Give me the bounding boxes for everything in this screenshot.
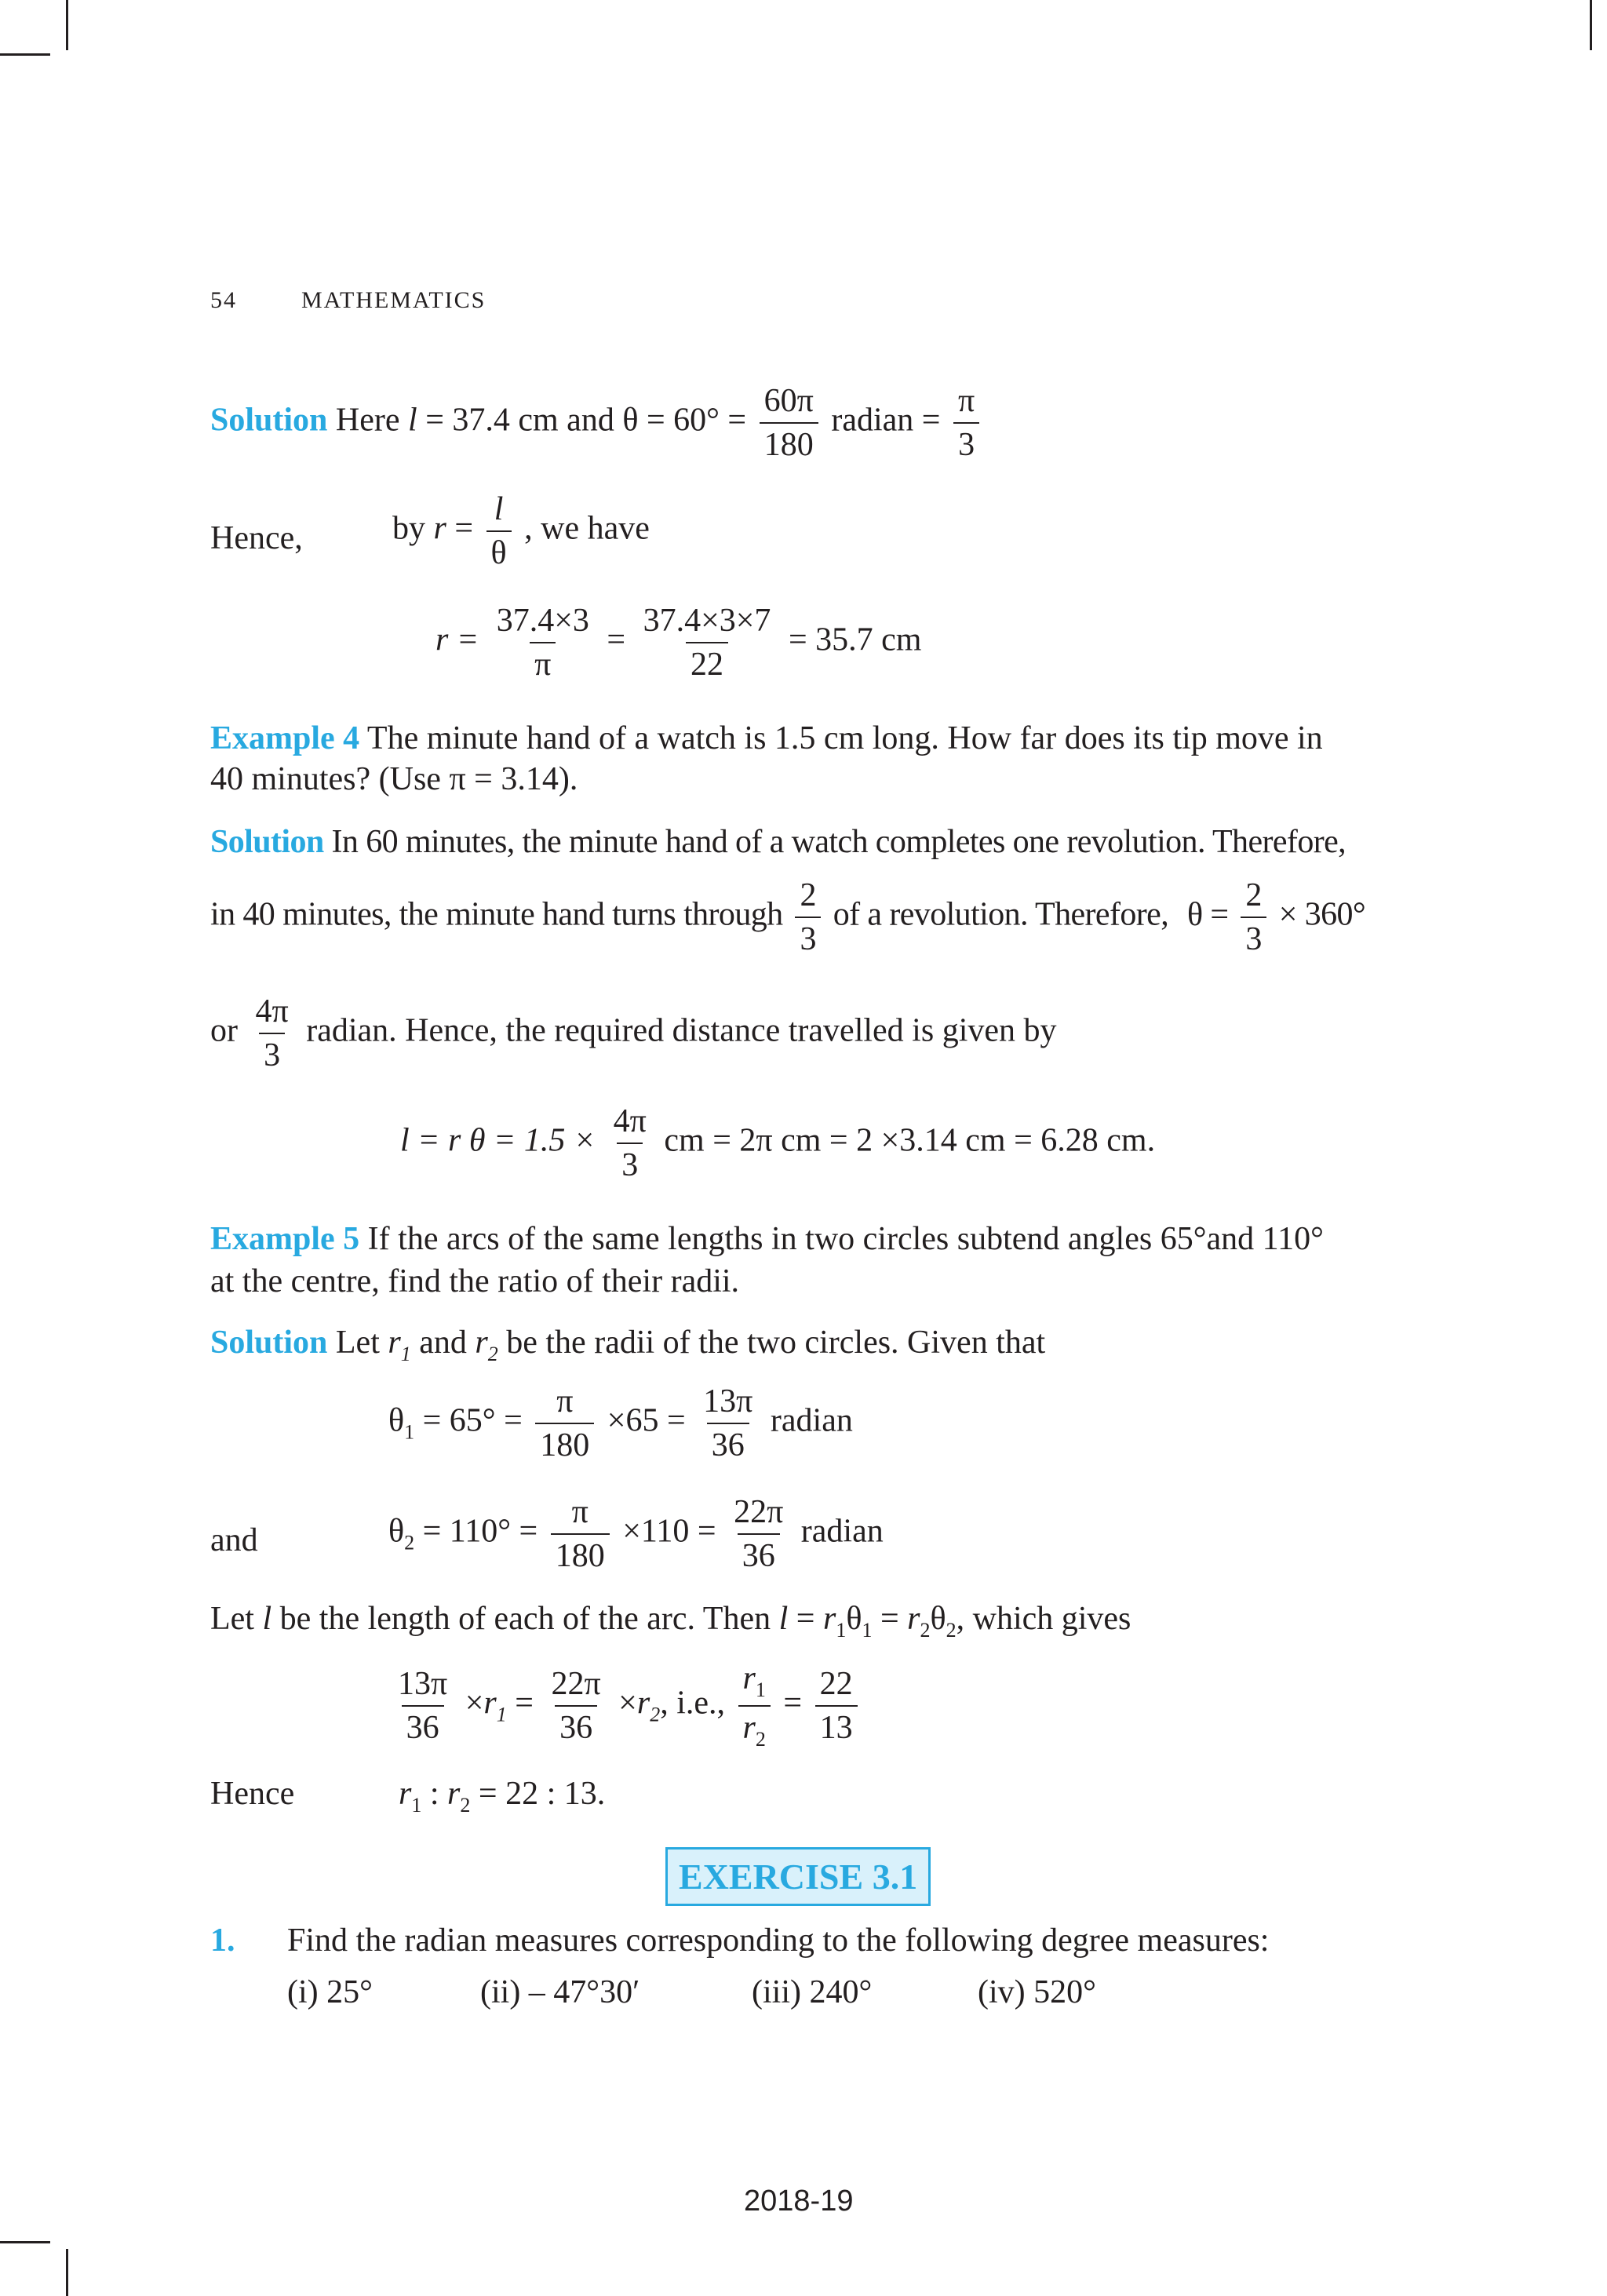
times-1: × [465, 1685, 484, 1722]
example-4-line2: 40 minutes? (Use π = 3.14). [210, 761, 578, 797]
colon: : [429, 1776, 439, 1812]
let-l-b: be the length of each of the arc. Then [279, 1601, 771, 1637]
fraction-pi-180-b [551, 1496, 610, 1573]
sol4-text3: radian. Hence, the required distance travelled is given by [306, 1012, 1057, 1049]
crop-mark-bottom-left-v [66, 2249, 68, 2296]
let-l-a: Let [210, 1601, 254, 1637]
let-l-c: = [796, 1601, 815, 1637]
theta1-var: θ [846, 1601, 862, 1637]
question-1-text: Find the radian measures corresponding to the following degree measures: [287, 1922, 1270, 1959]
ratio-result [399, 1777, 605, 1816]
fraction-60pi-180 [760, 384, 818, 461]
question-1-part-iv: (iv) 520° [978, 1974, 1096, 2010]
r1-var: r [399, 1776, 412, 1812]
fraction-denominator: $r_2$ [738, 1705, 771, 1750]
r1-sub: 1 [836, 1619, 847, 1642]
fraction-numerator: 22 [819, 1666, 853, 1702]
fraction-numerator: 2 [1245, 877, 1262, 913]
fraction-denominator: θ [486, 530, 512, 570]
theta1-sub: 1 [404, 1420, 415, 1444]
ratio-equation [388, 1662, 862, 1750]
eq-sign: = [515, 1685, 534, 1722]
fraction-denominator: 3 [795, 917, 820, 956]
sol3-radian: radian = [831, 402, 941, 439]
fraction-2-3-b [1241, 879, 1266, 956]
r2-var: r [447, 1776, 461, 1812]
fraction-denominator: 3 [259, 1033, 285, 1072]
fraction-numerator: π [556, 1383, 574, 1420]
fraction-4pi-3-b [609, 1105, 651, 1182]
fraction-numerator: 60π [763, 383, 814, 419]
r2-sub: 2 [650, 1703, 661, 1726]
example-4-line1 [210, 722, 1323, 755]
which-gives: , which gives [956, 1601, 1131, 1637]
theta2-times: ×110 = [622, 1513, 716, 1550]
theta1-lhs: θ [388, 1402, 405, 1439]
sol3-l: l [408, 402, 417, 439]
fraction-numerator: 4π [255, 993, 289, 1030]
times-2: × [618, 1685, 637, 1722]
eq-sign: = [607, 621, 626, 658]
theta2-eq: = 110° = [422, 1513, 538, 1550]
r1-var: r [822, 1601, 836, 1637]
solution-label: Solution [210, 402, 328, 439]
footer-year: 2018-19 [744, 2185, 854, 2218]
theta1-times: ×65 = [607, 1402, 686, 1439]
r1-sub: 1 [496, 1703, 507, 1726]
fraction-37-4x3-pi [492, 604, 594, 681]
sol5-r1-sub: 1 [400, 1343, 411, 1365]
crop-mark-bottom-left-h [0, 2241, 50, 2243]
example-5-line2: at the centre, find the ratio of their radii. [210, 1263, 740, 1299]
solution-4-line2 [210, 879, 1365, 956]
example-5-line1 [210, 1223, 1324, 1256]
sol5-and: and [419, 1325, 467, 1361]
fraction-r1-r2 [738, 1662, 771, 1750]
by-word: by [392, 510, 425, 547]
ratio-rest: = 22 : 13. [478, 1776, 606, 1812]
solution-4-line3 [210, 995, 1057, 1072]
crop-mark-top-right-v [1590, 0, 1592, 50]
solution-3-line [210, 384, 984, 461]
sol5-r2-sub: 2 [487, 1343, 498, 1365]
example-5-text: If the arcs of the same lengths in two circles subtend angles 65°and 110° [367, 1221, 1324, 1257]
fraction-numerator: $r_1$ [742, 1660, 766, 1701]
equation-r [435, 604, 921, 681]
fraction-l-theta [486, 493, 512, 570]
question-1-number: 1. [210, 1922, 235, 1959]
sol3-given: = 37.4 cm and θ = 60° = [425, 402, 747, 439]
sol5-r2: r [475, 1325, 488, 1361]
question-1-part-i: (i) 25° [287, 1974, 373, 2010]
fraction-denominator: 36 [555, 1705, 597, 1744]
fraction-numerator: 37.4×3 [496, 603, 589, 639]
we-have: , we have [524, 510, 650, 547]
r2-sub: 2 [460, 1794, 471, 1817]
sol4-text2b: of a revolution. Therefore, [833, 896, 1169, 933]
ie-text: , i.e., [660, 1685, 726, 1722]
fraction-denominator: 3 [617, 1143, 643, 1182]
fraction-denominator: 22 [686, 642, 728, 681]
fraction-4pi-3 [251, 995, 293, 1072]
fraction-numerator: 22π [734, 1494, 784, 1530]
r1-var: r [483, 1685, 497, 1722]
let-l-line [210, 1602, 1131, 1641]
fraction-denominator: 3 [1241, 917, 1266, 956]
fraction-2-3 [795, 879, 820, 956]
r2-sub: 2 [920, 1619, 931, 1642]
eq-sign-2: = [783, 1685, 803, 1722]
theta2-equation [388, 1496, 884, 1573]
r-var: r [433, 510, 446, 547]
fraction-numerator: 13π [398, 1666, 448, 1702]
fraction-37-4x3x7-22 [639, 604, 776, 681]
fraction-22pi-36-b [546, 1667, 605, 1744]
hence-label: Hence, [210, 520, 303, 556]
theta1-sub: 1 [862, 1619, 873, 1642]
theta1-equation [388, 1385, 853, 1462]
running-head: MATHEMATICS [301, 287, 486, 313]
sol3-here: Here [335, 402, 400, 439]
fraction-numerator: l [494, 491, 504, 527]
hence-formula [392, 493, 650, 570]
r2-var: r [907, 1601, 920, 1637]
theta1-radian: radian [770, 1402, 853, 1439]
hence-label-2: Hence [210, 1776, 295, 1812]
fraction-denominator: 180 [760, 422, 818, 461]
fraction-pi-180 [535, 1385, 594, 1462]
sol4-theta-eq: θ = [1187, 896, 1229, 933]
eq-r-result: = 35.7 cm [788, 621, 922, 658]
fraction-pi-3 [953, 384, 979, 461]
crop-mark-top-left-v [66, 0, 68, 50]
fraction-22-13 [815, 1667, 858, 1744]
eq-r-lhs: r = [435, 621, 479, 658]
solution-label: Solution [210, 1325, 328, 1361]
theta2-sub: 2 [404, 1531, 415, 1554]
example-5-label: Example 5 [210, 1221, 360, 1257]
exercise-heading: EXERCISE 3.1 [665, 1847, 931, 1906]
solution-label: Solution [210, 824, 324, 860]
sol5-r1: r [388, 1325, 401, 1361]
sol5-let: Let [335, 1325, 380, 1361]
let-l-d: = [880, 1601, 899, 1637]
sol5-rest: be the radii of the two circles. Given that [506, 1325, 1046, 1361]
question-1-part-iii: (iii) 240° [752, 1974, 873, 2010]
fraction-numerator: 4π [613, 1103, 647, 1139]
fraction-denominator: 36 [738, 1533, 780, 1573]
fraction-denominator: 3 [953, 422, 979, 461]
sol4-text2a: in 40 minutes, the minute hand turns through [210, 896, 783, 933]
theta2-sub: 2 [946, 1619, 957, 1642]
solution-4-line1 [210, 825, 1346, 858]
fraction-numerator: 37.4×3×7 [643, 603, 771, 639]
fraction-denominator: 13 [815, 1705, 858, 1744]
r2-var: r [636, 1685, 650, 1722]
r1-sub: 1 [411, 1794, 422, 1817]
fraction-denominator: 180 [535, 1423, 594, 1462]
solution-4-equation [400, 1105, 1155, 1182]
eq-sign: = [454, 510, 474, 547]
sol4-eq-rhs: cm = 2π cm = 2 ×3.14 cm = 6.28 cm. [664, 1122, 1156, 1159]
question-1-part-ii: (ii) – 47°30′ [480, 1974, 640, 2010]
let-l-var2: l [778, 1601, 789, 1637]
example-4-text: The minute hand of a watch is 1.5 cm long. How far does its tip move in [366, 720, 1323, 756]
solution-5-line1 [210, 1326, 1045, 1365]
sol4-times360: × 360° [1278, 896, 1366, 933]
fraction-numerator: 13π [703, 1383, 753, 1420]
theta2-var: θ [930, 1601, 946, 1637]
sol4-eq-lhs: l = r θ = 1.5 × [400, 1122, 596, 1159]
sol4-text1: In 60 minutes, the minute hand of a watch completes one revolution. Therefore, [331, 824, 1346, 860]
let-l-var: l [262, 1601, 272, 1637]
fraction-denominator: 180 [551, 1533, 610, 1573]
sol4-or: or [210, 1012, 238, 1049]
fraction-denominator: 36 [707, 1423, 749, 1462]
fraction-denominator: 36 [402, 1705, 444, 1744]
page-number: 54 [210, 287, 237, 313]
fraction-numerator: π [957, 383, 975, 419]
theta2-lhs: θ [388, 1513, 405, 1550]
fraction-numerator: π [571, 1494, 589, 1530]
theta1-eq: = 65° = [422, 1402, 523, 1439]
fraction-denominator: π [530, 642, 556, 681]
fraction-numerator: 2 [800, 877, 816, 913]
and-label: and [210, 1522, 258, 1558]
fraction-13pi-36 [698, 1385, 757, 1462]
fraction-numerator: 22π [551, 1666, 601, 1702]
crop-mark-top-left-h [0, 53, 50, 56]
fraction-13pi-36-b [393, 1667, 452, 1744]
fraction-22pi-36 [729, 1496, 788, 1573]
example-4-label: Example 4 [210, 720, 360, 756]
theta2-radian: radian [800, 1513, 884, 1550]
